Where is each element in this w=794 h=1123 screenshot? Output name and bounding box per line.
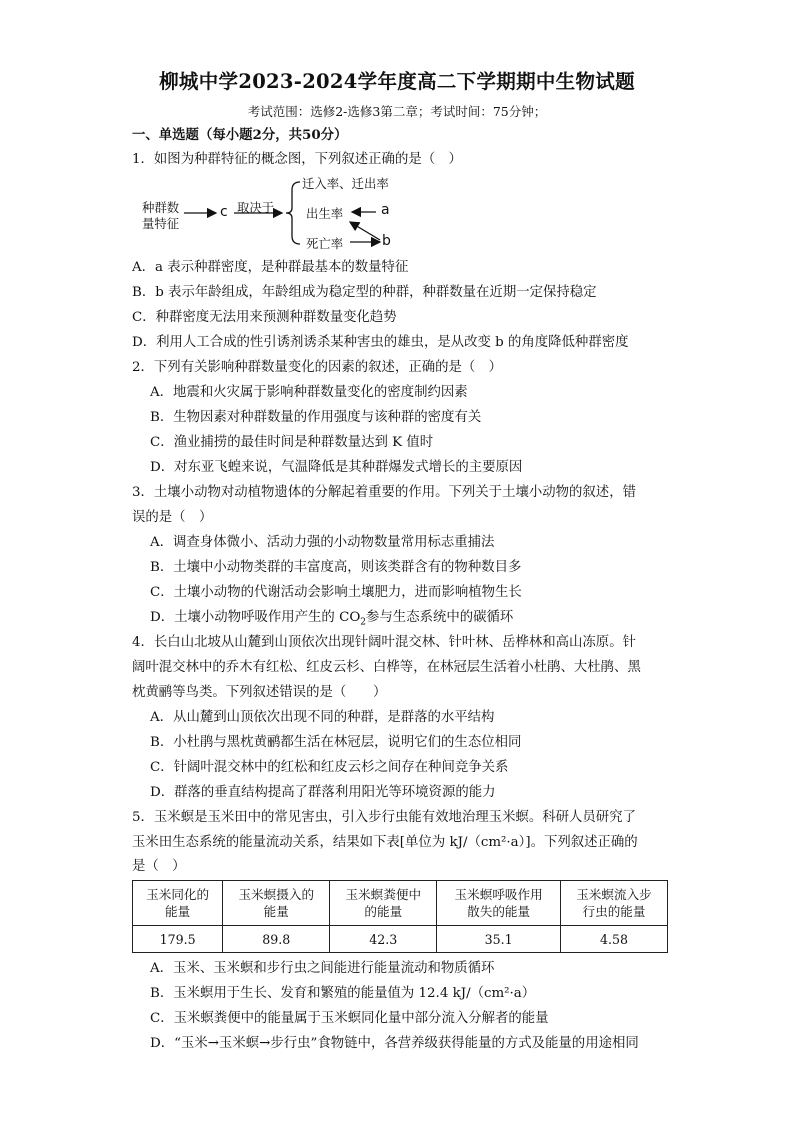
table-cell: 4.58 bbox=[560, 926, 667, 953]
q3-option-d-post: 参与生态系统中的碳循环 bbox=[366, 610, 514, 625]
q4-option-a: A．从山麓到山顶依次出现不同的种群，是群落的水平结构 bbox=[150, 710, 495, 725]
diagram-label-birth-rate: 出生率 bbox=[306, 206, 344, 221]
q3-option-c: C．土壤小动物的代谢活动会影响土壤肥力，进而影响植物生长 bbox=[150, 585, 522, 600]
q4-option-d: D．群落的垂直结构提高了群落利用阳光等环境资源的能力 bbox=[150, 785, 496, 800]
q1-option-c: C．种群密度无法用来预测种群数量变化趋势 bbox=[132, 310, 397, 325]
q2-option-c: C．渔业捕捞的最佳时间是种群数量达到 K 值时 bbox=[150, 435, 434, 450]
q3-option-d-pre: D．土壤小动物呼吸作用产生的 CO bbox=[150, 610, 361, 625]
q5-stem-line2: 玉米田生态系统的能量流动关系，结果如下表[单位为 kJ/（cm²·a）]。下列叙述正确的 bbox=[132, 835, 638, 850]
diagram-label-death-rate: 死亡率 bbox=[306, 236, 344, 251]
energy-flow-table bbox=[132, 880, 668, 953]
q3-stem-line1: 3．土壤小动物对动植物遗体的分解起着重要的作用。下列关于土壤小动物的叙述，错 bbox=[132, 485, 636, 500]
q5-option-c: C．玉米螟粪便中的能量属于玉米螟同化量中部分流入分解者的能量 bbox=[150, 1011, 549, 1026]
table-cell: 35.1 bbox=[437, 926, 561, 953]
q5-option-d: D．“玉米→玉米螟→步行虫”食物链中，各营养级获得能量的方式及能量的用途相同 bbox=[150, 1036, 639, 1051]
q1-option-d: D．利用人工合成的性引诱剂诱杀某种害虫的雄虫，是从改变 b 的角度降低种群密度 bbox=[132, 335, 629, 350]
diagram-label-migration: 迁入率、迁出率 bbox=[302, 176, 389, 191]
table-header-cell: 玉米螟摄入的 能量 bbox=[223, 881, 330, 926]
q5-stem-line1: 5．玉米螟是玉米田中的常见害虫，引入步行虫能有效地治理玉米螟。科研人员研究了 bbox=[132, 810, 636, 825]
arrow-b-to-birth bbox=[350, 222, 380, 240]
q4-option-b: B．小杜鹃与黑枕黄鹂都生活在林冠层，说明它们的生态位相同 bbox=[150, 735, 522, 750]
q4-stem-line1: 4．长白山北坡从山麓到山顶依次出现针阔叶混交林、针叶林、岳桦林和高山冻原。针 bbox=[132, 635, 636, 650]
brace bbox=[286, 182, 300, 244]
q3-option-b: B．土壤中小动物类群的丰富度高，则该类群含有的物种数目多 bbox=[150, 560, 522, 575]
q5-option-a: A．玉米、玉米螟和步行虫之间能进行能量流动和物质循环 bbox=[150, 961, 495, 976]
diagram-label-a: a bbox=[381, 202, 390, 218]
q3-stem-line2: 误的是（ ） bbox=[132, 510, 213, 525]
diagram-label-pop-feature-2: 量特征 bbox=[142, 216, 180, 231]
q2-option-a: A．地震和火灾属于影响种群数量变化的密度制约因素 bbox=[150, 385, 468, 400]
exam-info: 考试范围：选修2-选修3第二章；考试时间：75分钟； bbox=[247, 104, 547, 119]
section-heading: 一、单选题（每小题2分，共50分） bbox=[132, 127, 348, 143]
table-cell: 179.5 bbox=[133, 926, 223, 953]
q3-option-a: A．调查身体微小、活动力强的小动物数量常用标志重捕法 bbox=[150, 535, 495, 550]
diagram-label-pop-feature-1: 种群数 bbox=[142, 200, 180, 215]
q4-option-c: C．针阔叶混交林中的红松和红皮云杉之间存在种间竞争关系 bbox=[150, 760, 509, 775]
diagram-label-depends: 取决于 bbox=[237, 200, 275, 215]
q2-stem: 2．下列有关影响种群数量变化的因素的叙述，正确的是（ ） bbox=[132, 360, 503, 375]
table-cell: 89.8 bbox=[223, 926, 330, 953]
q4-stem-line2: 阔叶混交林中的乔木有红松、红皮云杉、白桦等，在林冠层生活着小杜鹃、大杜鹃、黑 bbox=[132, 660, 641, 675]
table-header-cell: 玉米螟粪便中 的能量 bbox=[330, 881, 437, 926]
q1-option-a: A．a 表示种群密度，是种群最基本的数量特征 bbox=[132, 260, 409, 275]
population-concept-diagram bbox=[140, 170, 410, 254]
q4-stem-line3: 枕黄鹂等鸟类。下列叙述错误的是（ ） bbox=[132, 685, 387, 700]
q3-option-d-sub: 2 bbox=[360, 617, 367, 628]
q2-option-b: B．生物因素对种群数量的作用强度与该种群的密度有关 bbox=[150, 410, 482, 425]
table-row bbox=[133, 926, 668, 953]
q5-option-b: B．玉米螟用于生长、发育和繁殖的能量值为 12.4 kJ/（cm²·a） bbox=[150, 986, 536, 1001]
exam-title: 柳城中学2023-2024学年度高二下学期期中生物试题 bbox=[159, 70, 635, 93]
q1-option-b: B．b 表示年龄组成，年龄组成为稳定型的种群，种群数量在近期一定保持稳定 bbox=[132, 285, 597, 300]
table-header-row bbox=[133, 881, 668, 926]
diagram-label-c: c bbox=[220, 204, 228, 220]
diagram-label-b: b bbox=[382, 233, 391, 249]
table-cell: 42.3 bbox=[330, 926, 437, 953]
table-header-cell: 玉米同化的 能量 bbox=[133, 881, 223, 926]
table-header-cell: 玉米螟流入步 行虫的能量 bbox=[560, 881, 667, 926]
q3-option-d bbox=[150, 609, 513, 632]
table-header-cell: 玉米螟呼吸作用 散失的能量 bbox=[437, 881, 561, 926]
q1-stem: 1．如图为种群特征的概念图，下列叙述正确的是（ ） bbox=[132, 152, 462, 167]
q5-stem-line3: 是（ ） bbox=[132, 859, 186, 874]
q2-option-d: D．对东亚飞蝗来说，气温降低是其种群爆发式增长的主要原因 bbox=[150, 460, 523, 475]
